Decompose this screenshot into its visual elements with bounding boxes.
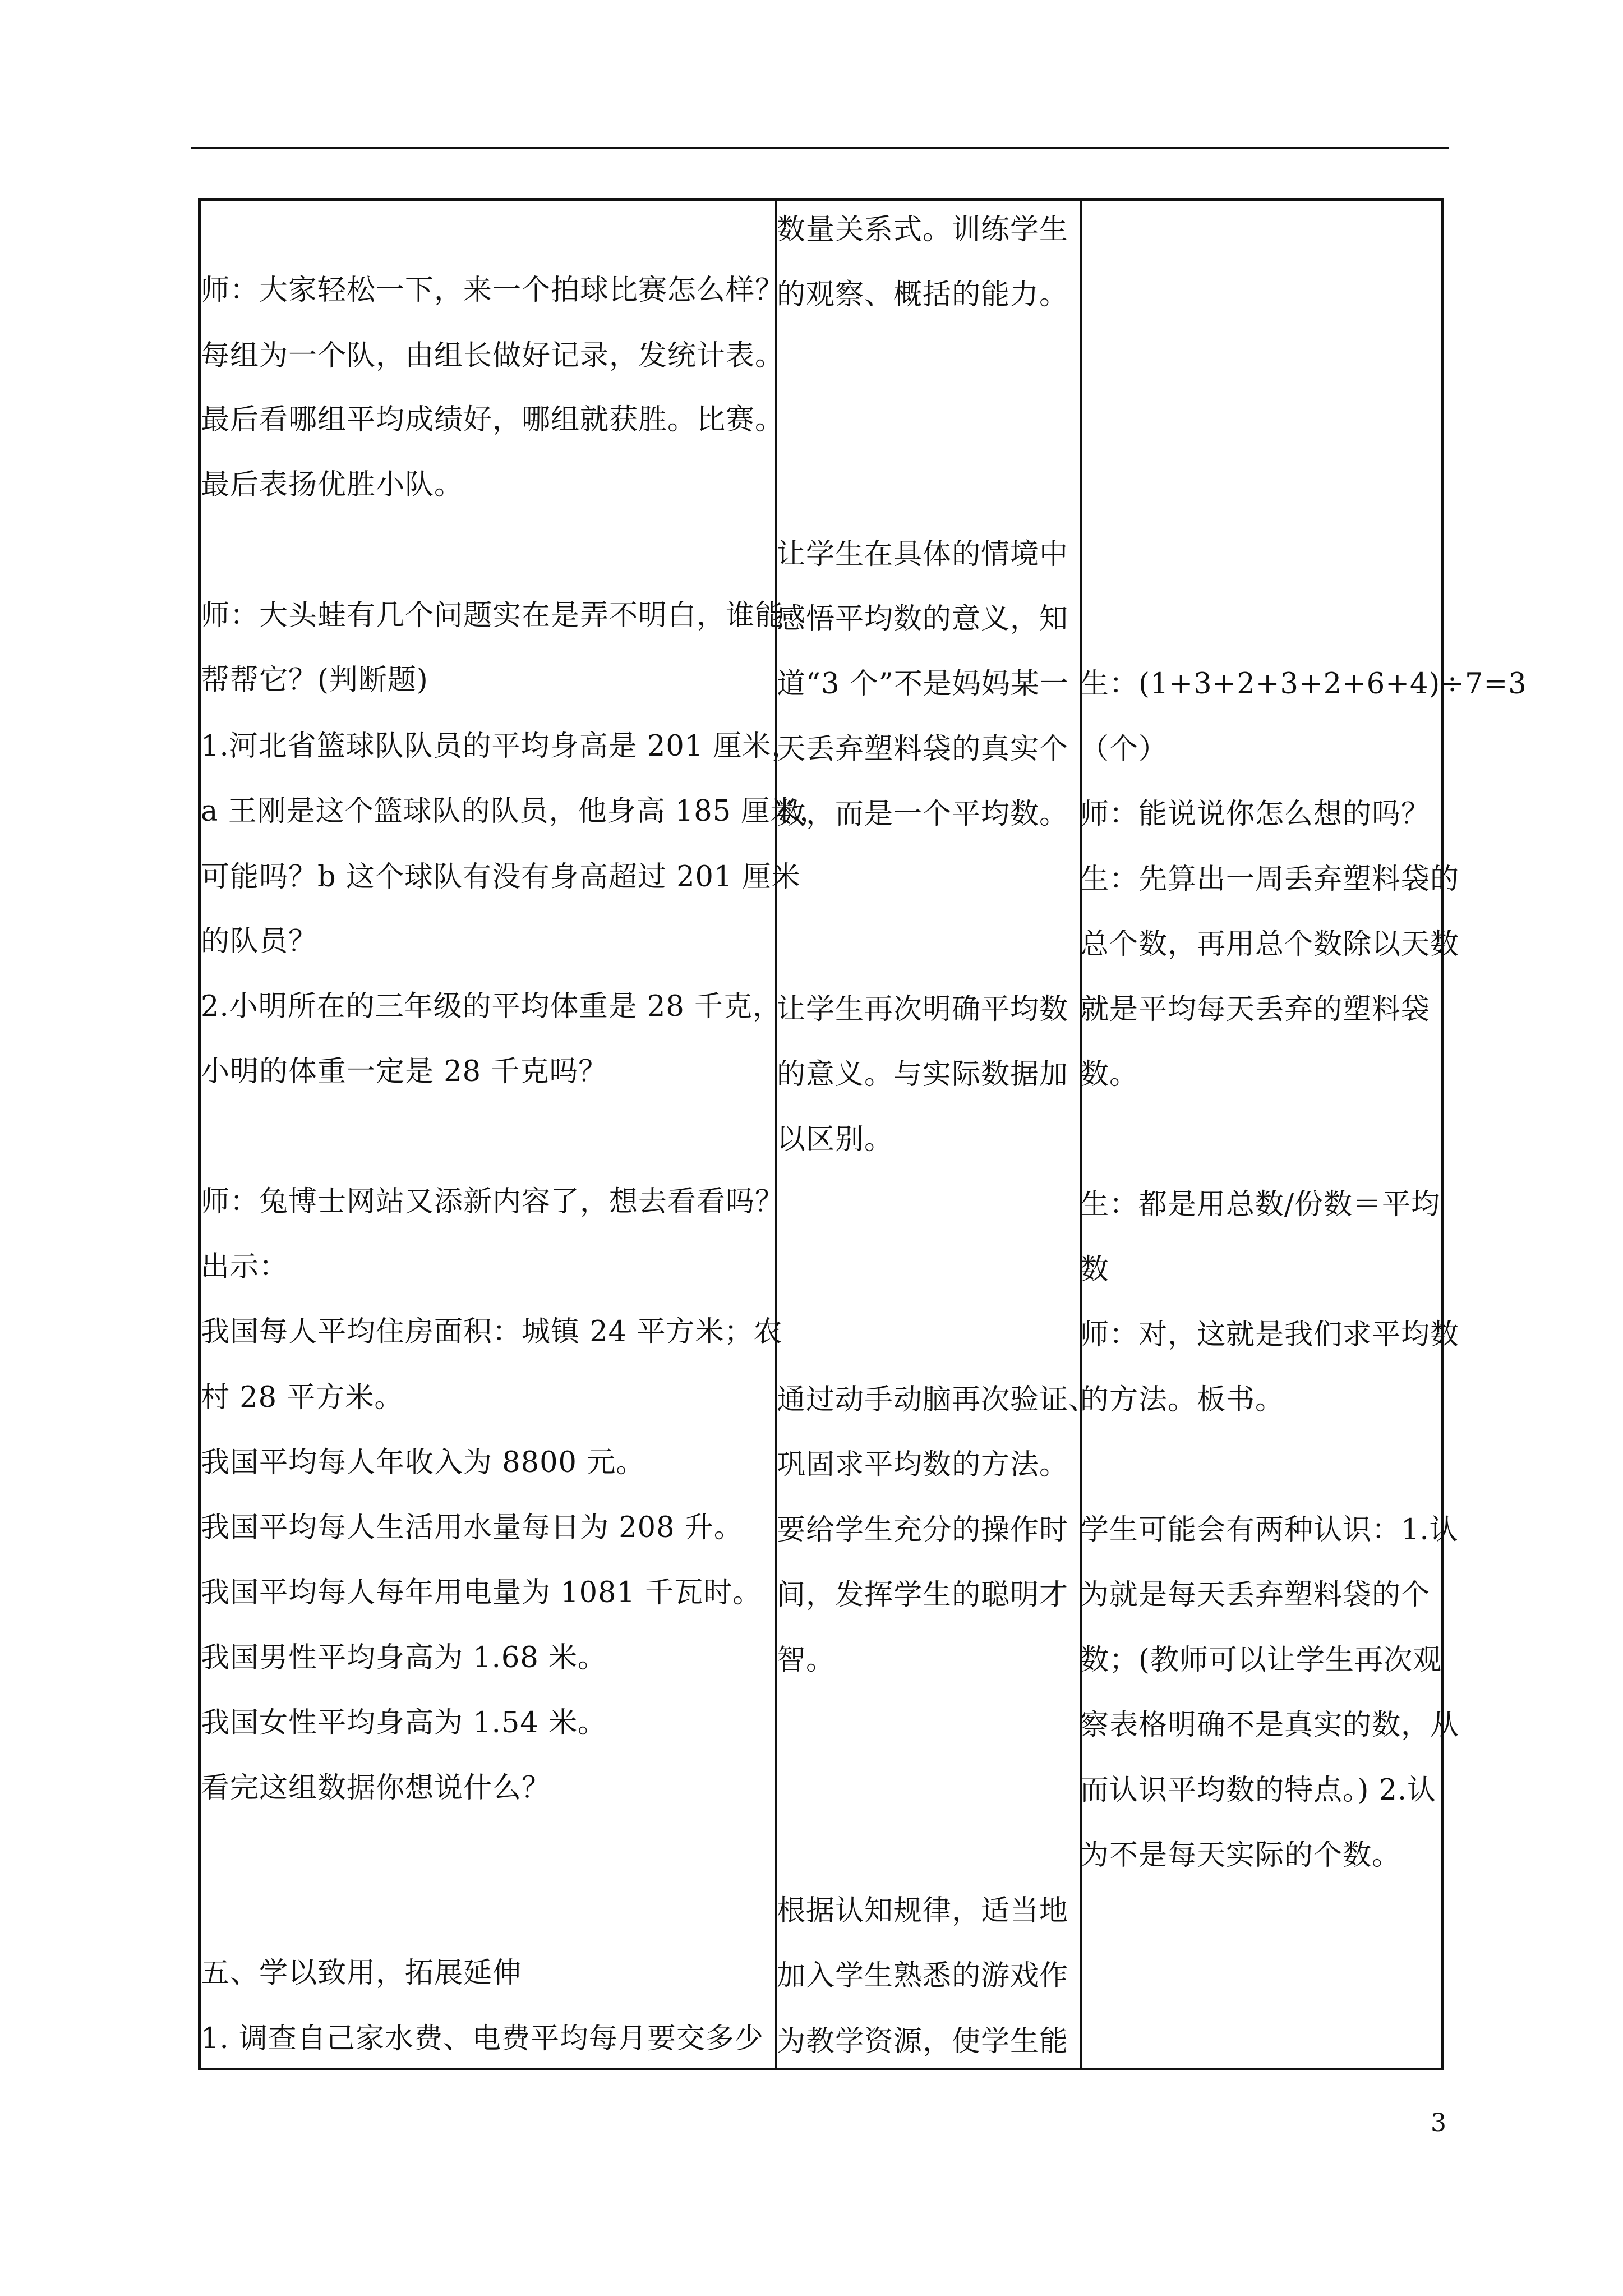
teaching-process-line: 村 28 平方米。: [201, 1381, 404, 1414]
student-activity-line: 的方法。板书。: [1080, 1383, 1285, 1416]
student-activity-line: 察表格明确不是真实的数，从: [1080, 1709, 1460, 1742]
teaching-process-line: 我国平均每人每年用电量为 1081 千瓦时。: [201, 1576, 762, 1609]
teaching-process-line: 2.小明所在的三年级的平均体重是 28 千克，: [201, 990, 782, 1023]
student-activity-line: （个）: [1080, 733, 1168, 766]
student-activity-line: 数。: [1080, 1058, 1139, 1091]
page-number: 3: [1431, 2109, 1446, 2137]
student-activity-line: 学生可能会有两种认识：1.认: [1080, 1513, 1459, 1547]
teaching-process-line: 我国平均每人年收入为 8800 元。: [201, 1446, 645, 1479]
design-intent-line: 道“3 个”不是妈妈某一: [777, 668, 1069, 701]
teaching-process-line: 的队员？: [201, 925, 318, 958]
teaching-process-line: 我国平均每人生活用水量每日为 208 升。: [201, 1511, 743, 1544]
teaching-process-line: 最后看哪组平均成绩好，哪组就获胜。比赛。: [201, 403, 785, 436]
design-intent-line: 让学生再次明确平均数: [777, 993, 1069, 1026]
design-intent-line: 加入学生熟悉的游戏作: [777, 1959, 1069, 1993]
student-activity-line: 为就是每天丢弃塑料袋的个: [1080, 1579, 1431, 1612]
design-intent-line: 感悟平均数的意义，知: [777, 602, 1069, 636]
student-activity-line: 总个数，再用总个数除以天数: [1080, 928, 1460, 961]
student-activity-line: 生：(1+3+2+3+2+6+4)÷7=3: [1080, 668, 1527, 701]
teaching-process-line: 我国每人平均住房面积：城镇 24 平方米；农: [201, 1315, 783, 1349]
design-intent-line: 数量关系式。训练学生: [777, 213, 1069, 246]
student-activity-line: 师：对，这就是我们求平均数: [1080, 1318, 1460, 1351]
teaching-process-line: 最后表扬优胜小队。: [201, 468, 464, 501]
design-intent-line: 智。: [777, 1644, 836, 1677]
teaching-process-line: 1.河北省篮球队队员的平均身高是 201 厘米，: [201, 730, 801, 763]
design-intent-line: 的观察、概括的能力。: [777, 278, 1069, 311]
design-intent-line: 间，发挥学生的聪明才: [777, 1579, 1069, 1612]
teaching-process-line: 师：兔博士网站又添新内容了，想去看看吗？: [201, 1185, 785, 1218]
design-intent-line: 为教学资源，使学生能: [777, 2025, 1069, 2058]
student-activity-line: 数: [1080, 1253, 1110, 1286]
design-intent-line: 让学生在具体的情境中: [777, 538, 1069, 571]
header-rule: [191, 147, 1449, 149]
design-intent-line: 天丢弃塑料袋的真实个: [777, 733, 1069, 766]
student-activity-line: 为不是每天实际的个数。: [1080, 1839, 1401, 1872]
design-intent-line: 数，而是一个平均数。: [777, 798, 1069, 831]
student-activity-line: 师：能说说你怎么想的吗？: [1080, 798, 1431, 831]
student-activity-line: 而认识平均数的特点。) 2.认: [1080, 1774, 1437, 1807]
design-intent-line: 巩固求平均数的方法。: [777, 1448, 1069, 1481]
student-activity-line: 数；(教师可以让学生再次观: [1080, 1644, 1442, 1677]
teaching-process-line: 每组为一个队，由组长做好记录，发统计表。: [201, 339, 785, 372]
section-heading: 五、学以致用，拓展延伸: [201, 1957, 522, 1990]
teaching-process-line: 1. 调查自己家水费、电费平均每月要交多少: [201, 2022, 764, 2055]
teaching-process-line: 看完这组数据你想说什么？: [201, 1772, 551, 1805]
student-activity-line: 就是平均每天丢弃的塑料袋: [1080, 993, 1431, 1026]
student-activity-line: 生：先算出一周丢弃塑料袋的: [1080, 863, 1460, 896]
teaching-process-line: 可能吗？b 这个球队有没有身高超过 201 厘米: [201, 861, 801, 894]
design-intent-line: 通过动手动脑再次验证、: [777, 1383, 1098, 1416]
design-intent-line: 要给学生充分的操作时: [777, 1513, 1069, 1547]
design-intent-line: 以区别。: [777, 1123, 894, 1156]
teaching-process-line: 帮帮它？(判断题): [201, 664, 428, 697]
teaching-process-line: a 王刚是这个篮球队的队员，他身高 185 厘米，: [201, 795, 829, 828]
teaching-process-line: 小明的体重一定是 28 千克吗？: [201, 1055, 608, 1088]
design-intent-line: 的意义。与实际数据加: [777, 1058, 1069, 1091]
teaching-process-line: 出示：: [201, 1250, 289, 1283]
teaching-process-line: 我国女性平均身高为 1.54 米。: [201, 1706, 607, 1740]
teaching-process-line: 师：大家轻松一下，来一个拍球比赛怎么样？: [201, 274, 785, 307]
teaching-process-line: 师：大头蛙有几个问题实在是弄不明白，谁能: [201, 599, 785, 632]
student-activity-line: 生：都是用总数/份数＝平均: [1080, 1188, 1441, 1221]
teaching-process-line: 我国男性平均身高为 1.68 米。: [201, 1641, 607, 1674]
design-intent-line: 根据认知规律，适当地: [777, 1894, 1069, 1927]
